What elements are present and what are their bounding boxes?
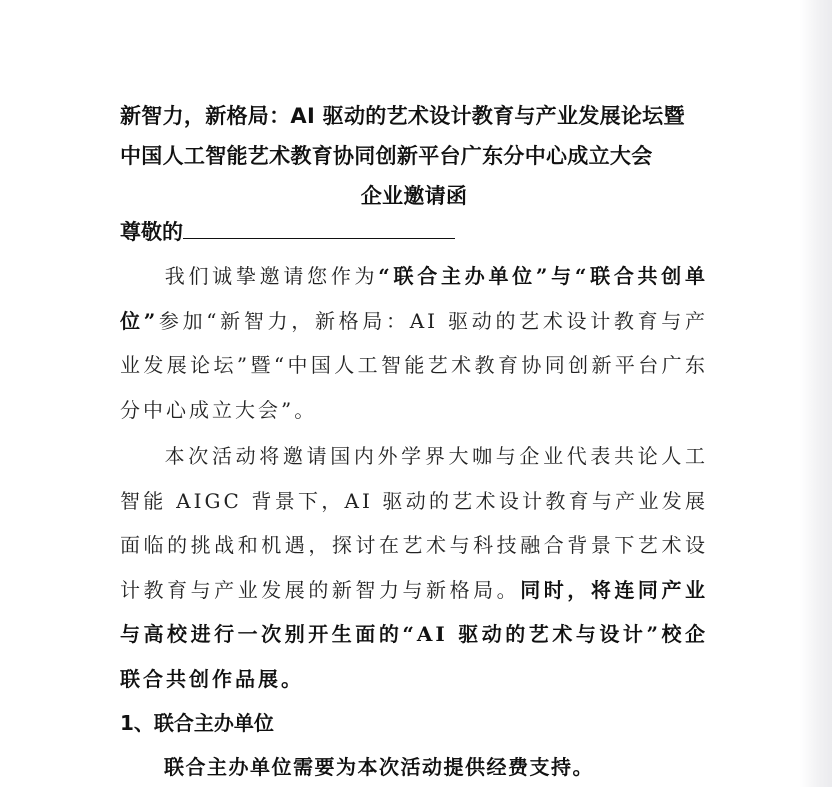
- title-line-2: 中国人工智能艺术教育协同创新平台广东分中心成立大会: [120, 144, 653, 168]
- section-1-heading: 1、联合主办单位: [120, 711, 274, 735]
- recipient-blank-line: [183, 216, 455, 239]
- invitation-letter: [120, 96, 708, 789]
- salutation-text: 尊敬的: [120, 220, 183, 244]
- salutation: [120, 216, 708, 247]
- paragraph-2: [120, 434, 708, 701]
- page-edge-shadow: [800, 0, 832, 787]
- title-line-3: 企业邀请函: [360, 184, 468, 208]
- para1-bold-1: “联合主办单位”与“联合共创单位”: [120, 264, 709, 333]
- para2-bold-1: 同时，将连同产业与高校进行一次别开生面的“AI 驱动的艺术与设计”校企联合共创作品展。: [120, 577, 709, 691]
- para1-text-1: 我们诚挚邀请您作为: [164, 264, 379, 288]
- para1-text-2: 参加“新智力，新格局：AI 驱动的艺术设计教育与产业发展论坛”暨“中国人工智能艺术教育协同创新平台广东分中心成立大会”。: [120, 308, 708, 422]
- paragraph-1: [120, 254, 708, 432]
- title-line-1: 新智力，新格局：AI 驱动的艺术设计教育与产业发展论坛暨: [120, 104, 685, 128]
- section-1-body: 联合主办单位需要为本次活动提供经费支持。: [164, 755, 594, 779]
- para2-text-1: 本次活动将邀请国内外学界大咖与企业代表共论人工智能 AIGC 背景下，AI 驱动的艺术设计教育与产业发展面临的挑战和机遇，探讨在艺术与科技融合背景下艺术设计教育与产业发展的新智力与新格局。: [120, 444, 708, 602]
